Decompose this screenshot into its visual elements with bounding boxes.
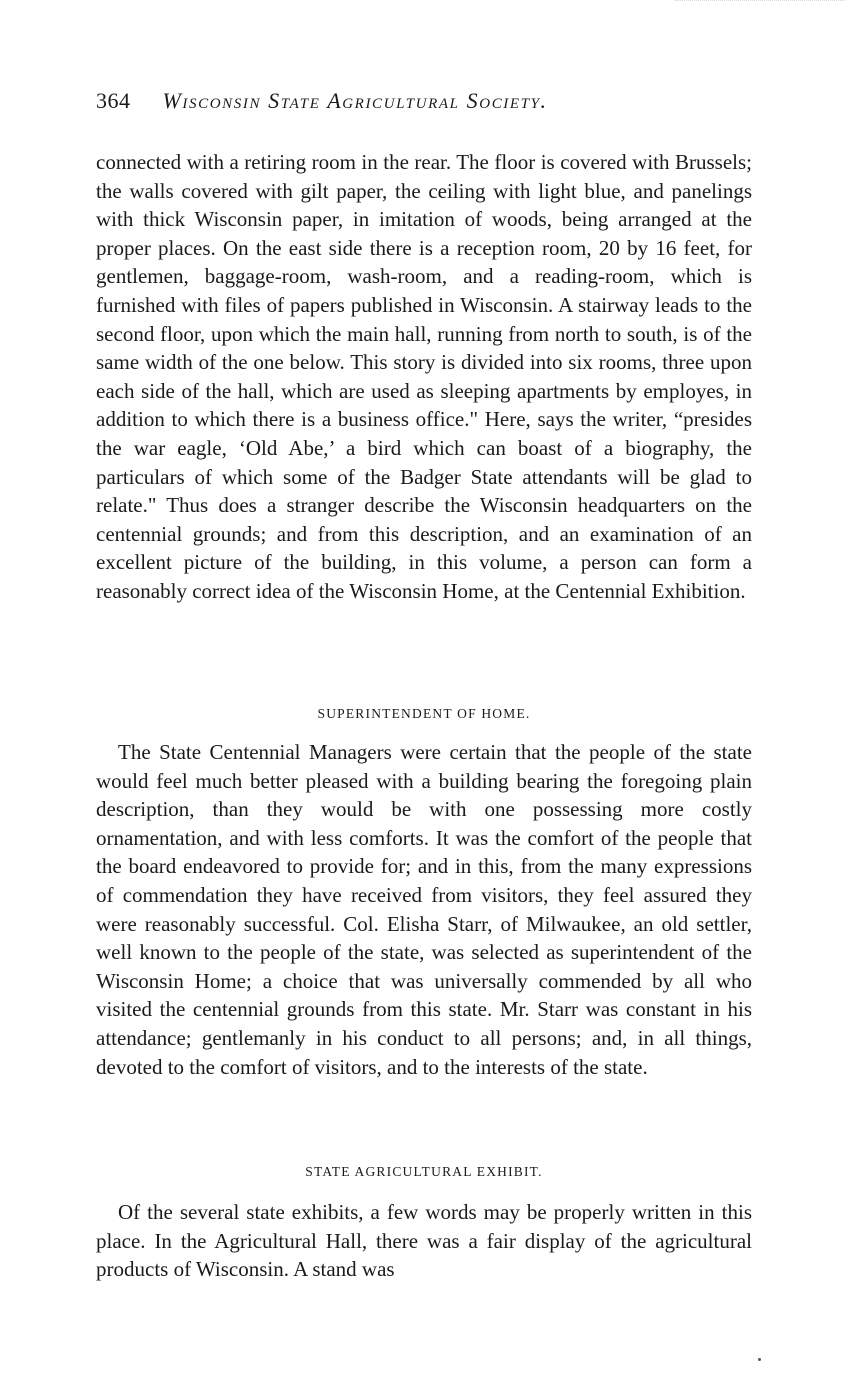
ink-speck: [758, 1358, 761, 1361]
running-title: Wisconsin State Agricultural Society.: [162, 88, 548, 113]
page-edge-marks: [675, 0, 845, 7]
section-heading-superintendent: SUPERINTENDENT OF HOME.: [317, 706, 531, 721]
paragraph-wisconsin-home-description: connected with a retiring room in the rear. The floor is covered with Brussels; the walls covered with gilt paper, the ceiling with light blue, and panelings with thick Wisconsin paper, in imitation of woods, being arranged at the proper places. On the east side there is a reception room, 20 by 16 feet, for gentlemen, baggage-room, wash-room, and a reading-room, which is furnished with files of papers published in Wisconsin. A stairway leads to the second floor, upon which the main hall, running from north to south, is of the same width of the one below. This story is divided into six rooms, three upon each side of the hall, which are used as sleeping apartments by employes, in addition to which there is a business office." Here, says the writer, “presides the war eagle, ‘Old Abe,’ a bird which can boast of a biography, the particulars of which some of the Badger State attendants will be glad to relate." Thus does a stranger describe the Wisconsin headquarters on the centennial grounds; and from this description, and an examination of an excellent picture of the building, in this volume, a person can form a reasonably correct idea of the Wisconsin Home, at the Centennial Exhibition.: [96, 150, 752, 603]
paragraph-agricultural-exhibit: Of the several state exhibits, a few words may be properly written in this place. In the Agricultural Hall, there was a fair display of the agricultural products of Wisconsin. A stand was: [96, 1200, 752, 1282]
page-number: 364: [96, 88, 131, 113]
section-heading-agricultural-exhibit: STATE AGRICULTURAL EXHIBIT.: [305, 1164, 543, 1179]
paragraph-superintendent: The State Centennial Managers were certain that the people of the state would feel much better pleased with a building bearing the foregoing plain description, than they would be with one possessing more costly ornamentation, and with less comforts. It was the comfort of the people that the board endeavored to provide for; and in this, from the many expressions of commendation they have received from visitors, they feel assured they were reasonably successful. Col. Elisha Starr, of Milwaukee, an old settler, well known to the people of the state, was selected as superintendent of the Wisconsin Home; a choice that was universally commended by all who visited the centennial grounds from this state. Mr. Starr was constant in his attendance; gentlemanly in his conduct to all persons; and, in all things, devoted to the comfort of visitors, and to the interests of the state.: [96, 740, 752, 1079]
page-header: [96, 88, 756, 118]
